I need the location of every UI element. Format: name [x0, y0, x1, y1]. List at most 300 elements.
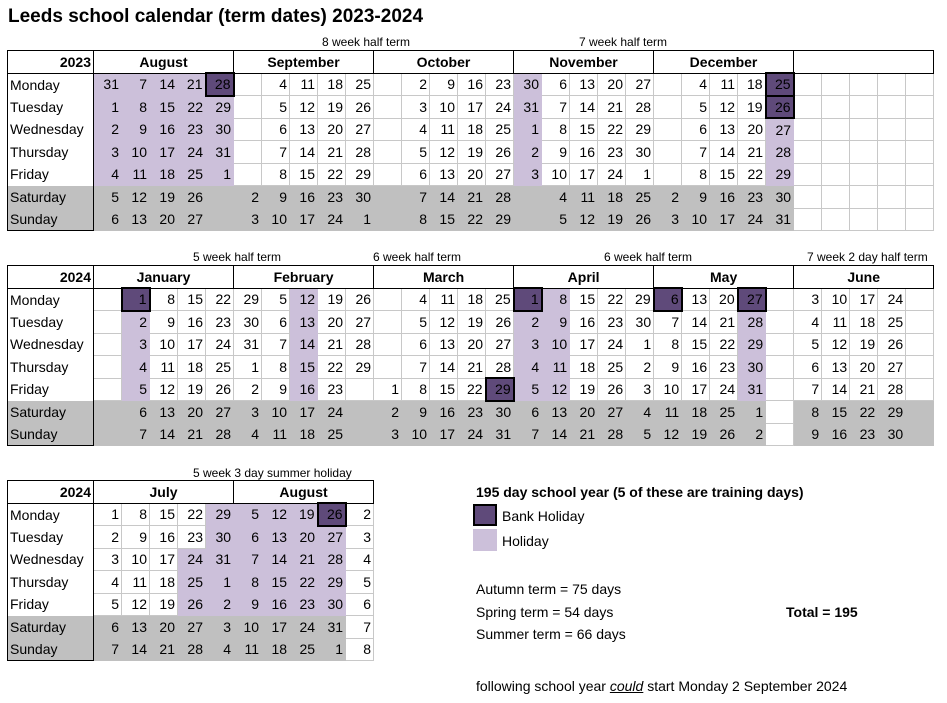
date-cell: 22 — [458, 378, 486, 401]
date-cell: 5 — [682, 96, 710, 119]
calendar-2023 — [7, 50, 934, 231]
date-cell: 18 — [178, 356, 206, 379]
date-cell: 28 — [206, 423, 234, 446]
date-cell — [766, 356, 794, 379]
date-cell: 7 — [262, 141, 290, 164]
date-cell: 2 — [626, 356, 654, 379]
date-cell: 23 — [486, 73, 514, 96]
date-cell — [850, 163, 878, 186]
date-cell: 4 — [542, 186, 570, 209]
date-cell: 27 — [178, 208, 206, 231]
date-cell — [94, 378, 122, 401]
date-cell: 18 — [458, 288, 486, 311]
holiday-date: 8 — [234, 571, 262, 594]
holiday-date: 14 — [150, 73, 178, 96]
holiday-date: 8 — [542, 288, 570, 311]
date-cell: 6 — [262, 118, 290, 141]
date-cell: 16 — [430, 401, 458, 424]
date-cell: 30 — [346, 186, 374, 209]
date-cell: 30 — [486, 401, 514, 424]
date-cell — [374, 356, 402, 379]
date-cell: 9 — [402, 401, 430, 424]
date-cell — [374, 141, 402, 164]
date-cell — [374, 96, 402, 119]
date-cell: 8 — [402, 378, 430, 401]
date-cell: 25 — [626, 186, 654, 209]
date-cell: 4 — [626, 401, 654, 424]
date-cell: 28 — [486, 186, 514, 209]
date-cell: 24 — [290, 616, 318, 639]
date-cell: 29 — [346, 163, 374, 186]
date-cell: 30 — [626, 311, 654, 334]
holiday-date: 28 — [766, 141, 794, 164]
date-cell: 26 — [878, 333, 906, 356]
year-label: 2024 — [8, 266, 94, 289]
page-title: Leeds school calendar (term dates) 2023-2024 — [8, 6, 424, 27]
date-cell: 24 — [318, 401, 346, 424]
date-cell: 18 — [682, 401, 710, 424]
date-cell — [878, 118, 906, 141]
date-cell: 9 — [262, 378, 290, 401]
date-cell: 23 — [598, 311, 626, 334]
holiday-date: 29 — [738, 333, 766, 356]
holiday-date: 30 — [318, 593, 346, 616]
date-cell: 16 — [290, 186, 318, 209]
date-cell: 18 — [262, 638, 290, 661]
date-cell: 5 — [626, 423, 654, 446]
date-cell: 5 — [94, 186, 122, 209]
date-cell: 6 — [262, 311, 290, 334]
date-cell — [906, 141, 934, 164]
date-cell: 25 — [598, 356, 626, 379]
date-cell: 24 — [486, 96, 514, 119]
date-cell: 20 — [598, 73, 626, 96]
date-cell — [514, 186, 542, 209]
date-cell — [906, 288, 934, 311]
date-cell: 15 — [710, 163, 738, 186]
half-term-note: 7 week 2 day half term — [807, 250, 928, 264]
date-cell: 5 — [262, 96, 290, 119]
holiday-date: 6 — [234, 526, 262, 549]
date-cell: 31 — [318, 616, 346, 639]
date-cell: 7 — [542, 96, 570, 119]
date-cell: 12 — [122, 186, 150, 209]
date-cell: 5 — [402, 141, 430, 164]
date-cell: 5 — [94, 593, 122, 616]
date-cell: 15 — [822, 401, 850, 424]
date-cell: 26 — [346, 96, 374, 119]
date-cell: 6 — [514, 401, 542, 424]
date-cell — [794, 73, 822, 96]
date-cell: 21 — [738, 141, 766, 164]
date-cell: 27 — [178, 616, 206, 639]
date-cell: 7 — [514, 423, 542, 446]
date-cell: 2 — [234, 186, 262, 209]
month-header: June — [794, 266, 934, 289]
date-cell: 15 — [430, 378, 458, 401]
holiday-date: 3 — [94, 141, 122, 164]
date-cell: 7 — [122, 423, 150, 446]
date-cell: 20 — [318, 311, 346, 334]
holiday-date: 29 — [206, 96, 234, 119]
bank-holiday-date: 28 — [206, 73, 234, 96]
date-cell: 2 — [346, 503, 374, 526]
following-pre: following school year — [476, 678, 610, 694]
date-cell — [850, 186, 878, 209]
date-cell: 17 — [570, 163, 598, 186]
legend-bank-holiday: Bank Holiday — [502, 508, 585, 524]
date-cell — [374, 73, 402, 96]
date-cell — [766, 288, 794, 311]
day-label: Tuesday — [8, 96, 94, 119]
date-cell: 23 — [206, 311, 234, 334]
date-cell: 9 — [654, 356, 682, 379]
date-cell: 20 — [850, 356, 878, 379]
date-cell: 17 — [710, 208, 738, 231]
date-cell: 14 — [710, 141, 738, 164]
calendar-2024-jul-aug — [7, 480, 374, 661]
day-label: Wednesday — [8, 333, 94, 356]
date-cell — [94, 311, 122, 334]
date-cell — [654, 141, 682, 164]
holiday-date: 5 — [514, 378, 542, 401]
date-cell — [514, 208, 542, 231]
date-cell: 29 — [346, 356, 374, 379]
holiday-date: 13 — [290, 311, 318, 334]
date-cell: 19 — [150, 186, 178, 209]
bank-holiday-date: 25 — [766, 73, 794, 96]
date-cell: 24 — [738, 208, 766, 231]
half-term-note: 6 week half term — [604, 250, 693, 264]
date-cell — [878, 141, 906, 164]
holiday-date: 14 — [290, 333, 318, 356]
date-cell: 28 — [346, 141, 374, 164]
date-cell: 23 — [850, 423, 878, 446]
holiday-date: 31 — [738, 378, 766, 401]
date-cell: 23 — [318, 378, 346, 401]
date-cell: 9 — [682, 186, 710, 209]
holiday-date: 1 — [206, 571, 234, 594]
date-cell: 16 — [150, 526, 178, 549]
date-cell: 19 — [178, 378, 206, 401]
date-cell: 22 — [206, 288, 234, 311]
date-cell: 6 — [794, 356, 822, 379]
week-row — [8, 288, 934, 311]
date-cell: 26 — [626, 208, 654, 231]
bank-holiday-date: 1 — [514, 288, 542, 311]
date-cell: 8 — [262, 163, 290, 186]
day-label: Tuesday — [8, 526, 94, 549]
date-cell — [234, 73, 262, 96]
holiday-date: 10 — [122, 141, 150, 164]
date-cell: 26 — [486, 311, 514, 334]
calendar-2024-jan-jun — [7, 265, 934, 446]
week-row — [8, 356, 934, 379]
date-cell — [878, 186, 906, 209]
date-cell: 18 — [570, 356, 598, 379]
week-row — [8, 571, 374, 594]
week-row — [8, 526, 374, 549]
day-label: Thursday — [8, 141, 94, 164]
date-cell: 7 — [654, 311, 682, 334]
date-cell: 20 — [738, 118, 766, 141]
date-cell: 12 — [430, 141, 458, 164]
date-cell: 11 — [710, 73, 738, 96]
holiday-date: 9 — [122, 118, 150, 141]
date-cell: 9 — [122, 526, 150, 549]
date-cell: 2 — [374, 401, 402, 424]
date-cell: 24 — [598, 163, 626, 186]
date-cell: 24 — [710, 378, 738, 401]
month-header: March — [374, 266, 514, 289]
date-cell: 23 — [598, 141, 626, 164]
date-cell — [206, 208, 234, 231]
date-cell: 22 — [318, 163, 346, 186]
date-cell: 21 — [150, 638, 178, 661]
date-cell — [234, 96, 262, 119]
date-cell: 10 — [654, 378, 682, 401]
holiday-date: 11 — [122, 163, 150, 186]
date-cell — [906, 378, 934, 401]
date-cell: 1 — [234, 356, 262, 379]
date-cell: 17 — [430, 423, 458, 446]
date-cell: 12 — [290, 96, 318, 119]
day-label: Wednesday — [8, 118, 94, 141]
date-cell: 8 — [794, 401, 822, 424]
date-cell: 18 — [598, 186, 626, 209]
date-cell — [94, 423, 122, 446]
date-cell: 27 — [346, 118, 374, 141]
date-cell: 12 — [822, 333, 850, 356]
following-post: start Monday 2 September 2024 — [643, 678, 848, 694]
date-cell: 25 — [290, 638, 318, 661]
date-cell: 7 — [94, 638, 122, 661]
date-cell — [374, 118, 402, 141]
date-cell: 14 — [542, 423, 570, 446]
date-cell: 31 — [234, 333, 262, 356]
date-cell: 20 — [458, 333, 486, 356]
date-cell: 25 — [710, 401, 738, 424]
week-row — [8, 378, 934, 401]
holiday-date: 23 — [178, 118, 206, 141]
date-cell: 8 — [150, 288, 178, 311]
date-cell: 19 — [598, 208, 626, 231]
date-cell: 24 — [318, 208, 346, 231]
date-cell: 19 — [458, 141, 486, 164]
day-label: Saturday — [8, 186, 94, 209]
date-cell: 23 — [458, 401, 486, 424]
date-cell — [374, 186, 402, 209]
day-label: Monday — [8, 73, 94, 96]
date-cell: 16 — [682, 356, 710, 379]
date-cell — [374, 163, 402, 186]
date-cell: 18 — [150, 571, 178, 594]
date-cell: 27 — [626, 73, 654, 96]
date-cell — [346, 423, 374, 446]
holiday-date: 25 — [178, 163, 206, 186]
date-cell: 17 — [262, 616, 290, 639]
week-row — [8, 141, 934, 164]
date-cell: 18 — [738, 73, 766, 96]
holiday-date: 27 — [766, 118, 794, 141]
day-label: Thursday — [8, 356, 94, 379]
date-cell: 5 — [402, 311, 430, 334]
date-cell — [374, 208, 402, 231]
date-cell: 7 — [794, 378, 822, 401]
date-cell: 3 — [94, 548, 122, 571]
date-cell: 21 — [458, 186, 486, 209]
date-cell: 28 — [486, 356, 514, 379]
date-cell: 15 — [150, 503, 178, 526]
date-cell — [346, 401, 374, 424]
date-cell — [906, 163, 934, 186]
date-cell: 12 — [710, 96, 738, 119]
date-cell: 25 — [486, 118, 514, 141]
holiday-date: 1 — [514, 118, 542, 141]
date-cell: 13 — [570, 73, 598, 96]
date-cell: 6 — [94, 208, 122, 231]
date-cell: 8 — [346, 638, 374, 661]
date-cell — [654, 118, 682, 141]
holiday-date: 4 — [514, 356, 542, 379]
date-cell: 10 — [262, 401, 290, 424]
date-cell: 4 — [402, 118, 430, 141]
date-cell: 21 — [850, 378, 878, 401]
date-cell: 9 — [150, 311, 178, 334]
date-cell: 20 — [570, 401, 598, 424]
date-cell: 20 — [710, 288, 738, 311]
date-cell: 31 — [486, 423, 514, 446]
holiday-date: 23 — [290, 593, 318, 616]
date-cell: 4 — [206, 638, 234, 661]
month-header: April — [514, 266, 654, 289]
date-cell: 14 — [122, 638, 150, 661]
date-cell — [850, 118, 878, 141]
holiday-date: 9 — [234, 593, 262, 616]
date-cell: 2 — [402, 73, 430, 96]
holiday-date: 24 — [178, 548, 206, 571]
day-label: Saturday — [8, 616, 94, 639]
date-cell: 10 — [234, 616, 262, 639]
week-row — [8, 96, 934, 119]
date-cell — [346, 378, 374, 401]
date-cell: 19 — [150, 593, 178, 616]
date-cell: 24 — [878, 288, 906, 311]
day-label: Wednesday — [8, 548, 94, 571]
date-cell: 11 — [430, 288, 458, 311]
date-cell: 1 — [94, 503, 122, 526]
summer-holiday-note: 5 week 3 day summer holiday — [193, 466, 352, 480]
week-row — [8, 163, 934, 186]
date-cell — [374, 333, 402, 356]
date-cell: 3 — [374, 423, 402, 446]
date-cell: 1 — [626, 333, 654, 356]
date-cell: 13 — [682, 288, 710, 311]
date-cell: 24 — [598, 333, 626, 356]
month-header: October — [374, 51, 514, 74]
legend-holiday: Holiday — [502, 533, 549, 549]
date-cell: 23 — [318, 186, 346, 209]
date-cell: 19 — [318, 288, 346, 311]
date-cell: 1 — [374, 378, 402, 401]
date-cell: 12 — [654, 423, 682, 446]
date-cell: 3 — [794, 288, 822, 311]
date-cell — [878, 163, 906, 186]
holiday-date: 15 — [262, 571, 290, 594]
date-cell — [822, 73, 850, 96]
date-cell: 7 — [402, 356, 430, 379]
date-cell: 17 — [178, 333, 206, 356]
date-cell: 19 — [850, 333, 878, 356]
holiday-swatch — [473, 529, 497, 551]
date-cell: 11 — [290, 73, 318, 96]
date-cell: 8 — [542, 118, 570, 141]
week-row — [8, 638, 374, 661]
date-cell — [906, 311, 934, 334]
date-cell — [234, 163, 262, 186]
date-cell: 8 — [654, 333, 682, 356]
date-cell: 25 — [346, 73, 374, 96]
date-cell: 27 — [486, 163, 514, 186]
day-label: Saturday — [8, 401, 94, 424]
date-cell: 3 — [626, 378, 654, 401]
date-cell: 13 — [430, 333, 458, 356]
date-cell: 27 — [486, 333, 514, 356]
holiday-date: 15 — [150, 96, 178, 119]
following-emphasis: could — [609, 678, 644, 694]
holiday-date: 12 — [290, 288, 318, 311]
bank-holiday-date: 6 — [654, 288, 682, 311]
date-cell: 21 — [318, 141, 346, 164]
date-cell: 27 — [206, 401, 234, 424]
date-cell — [766, 423, 794, 446]
date-cell: 17 — [458, 96, 486, 119]
date-cell: 16 — [570, 141, 598, 164]
holiday-date: 20 — [290, 526, 318, 549]
date-cell: 23 — [738, 186, 766, 209]
month-header: August — [94, 51, 234, 74]
date-cell: 8 — [682, 163, 710, 186]
holiday-date: 12 — [542, 378, 570, 401]
date-cell: 22 — [598, 118, 626, 141]
date-cell: 10 — [542, 163, 570, 186]
date-cell: 13 — [150, 401, 178, 424]
date-cell: 9 — [542, 141, 570, 164]
date-cell: 25 — [486, 288, 514, 311]
date-cell: 26 — [178, 186, 206, 209]
holiday-date: 2 — [94, 118, 122, 141]
date-cell — [94, 333, 122, 356]
date-cell: 13 — [822, 356, 850, 379]
date-cell: 10 — [150, 333, 178, 356]
date-cell: 18 — [458, 118, 486, 141]
date-cell: 13 — [430, 163, 458, 186]
holiday-date: 30 — [514, 73, 542, 96]
date-cell — [94, 401, 122, 424]
date-cell: 1 — [738, 401, 766, 424]
date-cell: 10 — [430, 96, 458, 119]
holiday-date: 19 — [290, 503, 318, 526]
date-cell: 20 — [458, 163, 486, 186]
date-cell: 12 — [430, 311, 458, 334]
holiday-date: 11 — [542, 356, 570, 379]
holiday-date: 2 — [206, 593, 234, 616]
bank-holiday-swatch — [473, 504, 497, 526]
date-cell — [794, 118, 822, 141]
date-cell: 6 — [682, 118, 710, 141]
date-cell — [654, 96, 682, 119]
date-cell: 4 — [262, 73, 290, 96]
